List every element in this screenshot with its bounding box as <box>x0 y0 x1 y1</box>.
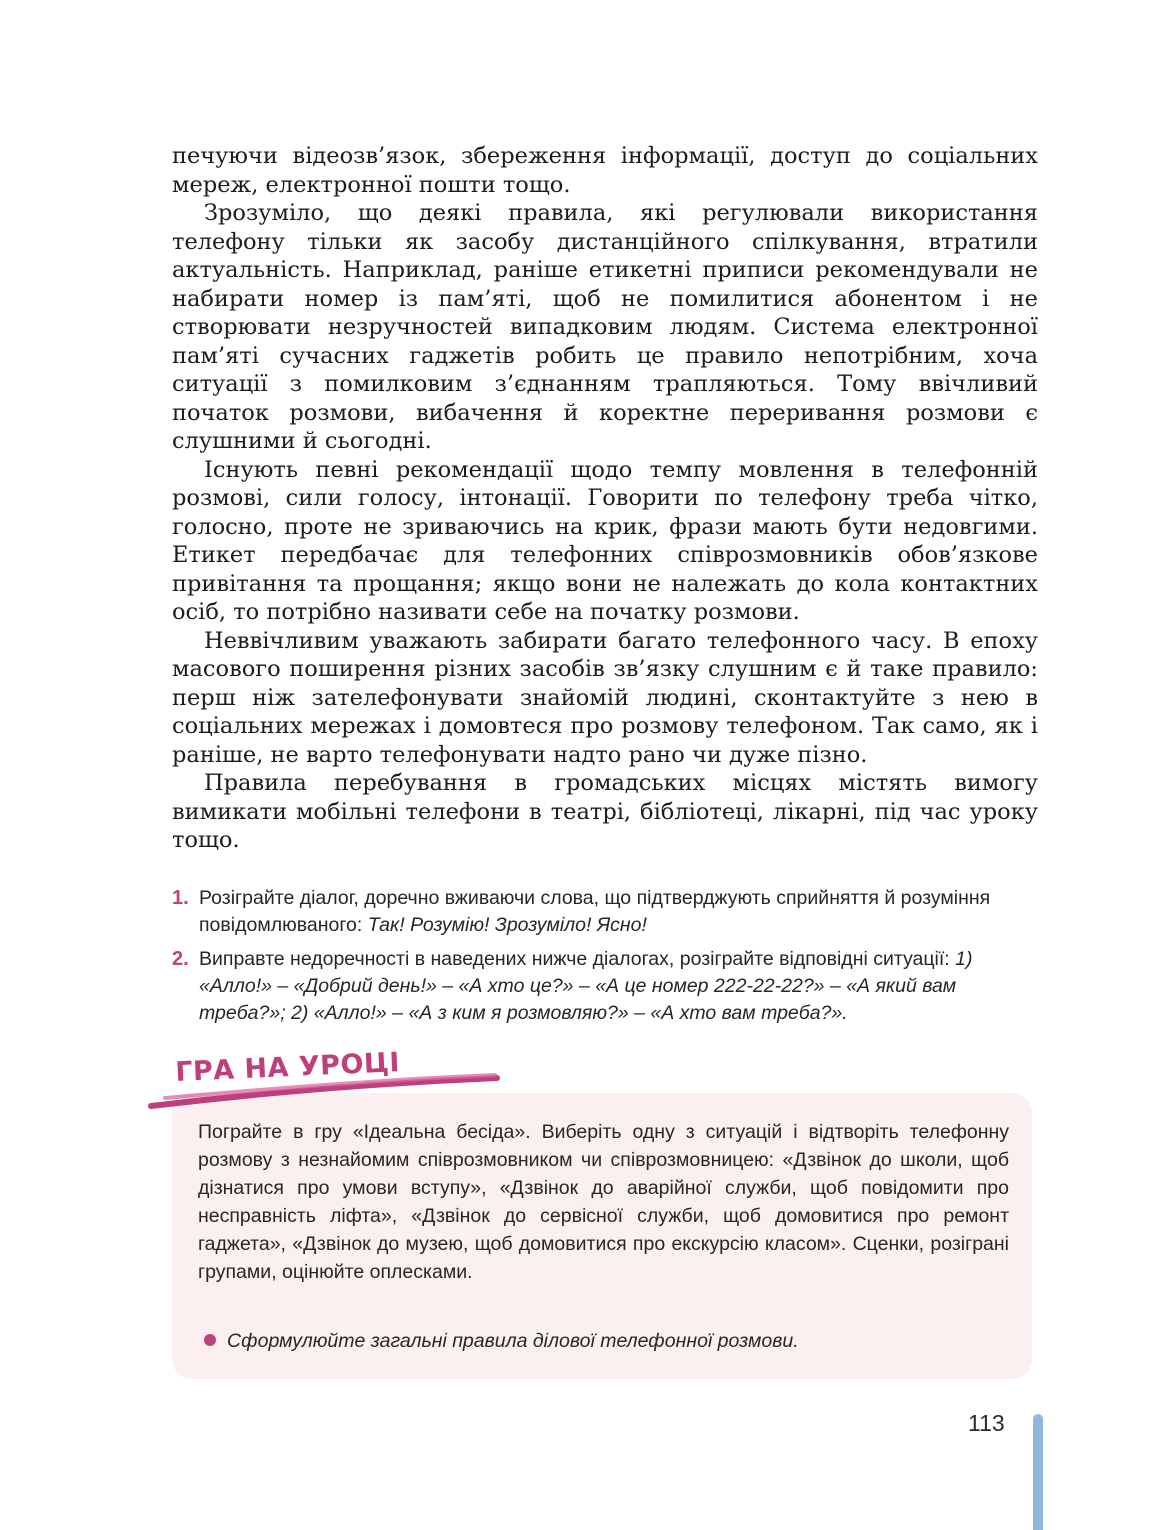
paragraph: Правила перебування в громадських місцях містять вимогу вимикати мобільні телефони в театрі, бібліотеці, лікарні, під час уроку тощо. <box>172 770 1038 853</box>
main-text <box>172 142 1038 855</box>
task-text: Розіграйте діалог, доречно вживаючи слова, що підтверджують сприйняття й розуміння повідомлюваного: <box>199 887 991 936</box>
game-text <box>198 1118 1009 1286</box>
task-example: 1) «Алло!» – «Добрий день!» – «А хто це?» – «А це номер 222-22-22?» – «А який вам треба?»; 2) «Алло!» – «А з ким я розмовляю?» – «А хто вам треба?». <box>199 948 973 1024</box>
bullet-dot-icon <box>204 1334 216 1346</box>
task-number: 2. <box>172 948 189 970</box>
game-description: Пограйте в гру «Ідеальна бесіда». Виберіть одну з ситуацій і відтворіть телефонну розмову з незнайомим співрозмовником чи співрозмовницею: «Дзвінок до школи, щоб дізнатися про умови вступу», «Дзвінок до аварійної служби, щоб повідомити про несправність ліфта», «Дзвінок до сервісної служби, щоб домовитися про ремонт гаджета», «Дзвінок до музею, щоб домовитися про екскурсію класом». Сценки, розіграні групами, оцінюйте оплесками. <box>198 1121 1009 1283</box>
page-number: 113 <box>968 1410 1005 1436</box>
task-example: Так! Розумію! Зрозуміло! Ясно! <box>367 914 647 936</box>
paragraph-continuation: печуючи відеозв’язок, збереження інформації, доступ до соціальних мереж, електронної пошти тощо. <box>172 143 1038 198</box>
game-bullet <box>204 1327 799 1355</box>
game-title: ГРА НА УРОЦІ <box>174 1047 401 1088</box>
task-item <box>172 946 1038 1027</box>
paragraph: Неввічливим уважають забирати багато телефонного часу. В епоху масового поширення різних засобів зв’язку слушним є й таке правило: перш ніж зателефонувати знайомій людині, сконтактуйте з нею в соціальних мережах і домовтеся про розмову телефоном. Так само, як і раніше, не варто телефонувати надто рано чи дуже пізно. <box>172 627 1038 768</box>
paragraph: Існують певні рекомендації щодо темпу мовлення в телефонній розмові, сили голосу, інтонації. Говорити по телефону треба чітко, голосно, проте не зриваючись на крик, фрази мають бути недовгими. Етикет передбачає для телефонних співрозмовників обов’язкове привітання та прощання; якщо вони не належать до кола контактних осіб, то потрібно називати себе на початку розмови. <box>172 456 1038 625</box>
game-bullet-text: Сформулюйте загальні правила ділової телефонної розмови. <box>227 1330 799 1352</box>
paragraph: Зрозуміло, що деякі правила, які регулювали використання телефону тільки як засобу дистанційного спілкування, втратили актуальність. Наприклад, раніше етикетні приписи рекомендували не набирати номер із пам’яті, щоб не помилитися абонентом і не створювати незручностей випадковим людям. Система електронної пам’яті сучасних гаджетів робить це правило непотрібним, хоча ситуації з помилковим з’єднанням трапляються. Тому ввічливий початок розмови, вибачення й коректне переривання розмови є слушними й сьогодні. <box>172 200 1038 454</box>
task-list <box>172 885 1038 1034</box>
task-text: Виправте недоречності в наведених нижче діалогах, розіграйте відповідні ситуації: <box>199 948 956 970</box>
task-number: 1. <box>172 887 189 909</box>
page-edge-marker <box>1033 1414 1043 1530</box>
task-item <box>172 885 1038 939</box>
